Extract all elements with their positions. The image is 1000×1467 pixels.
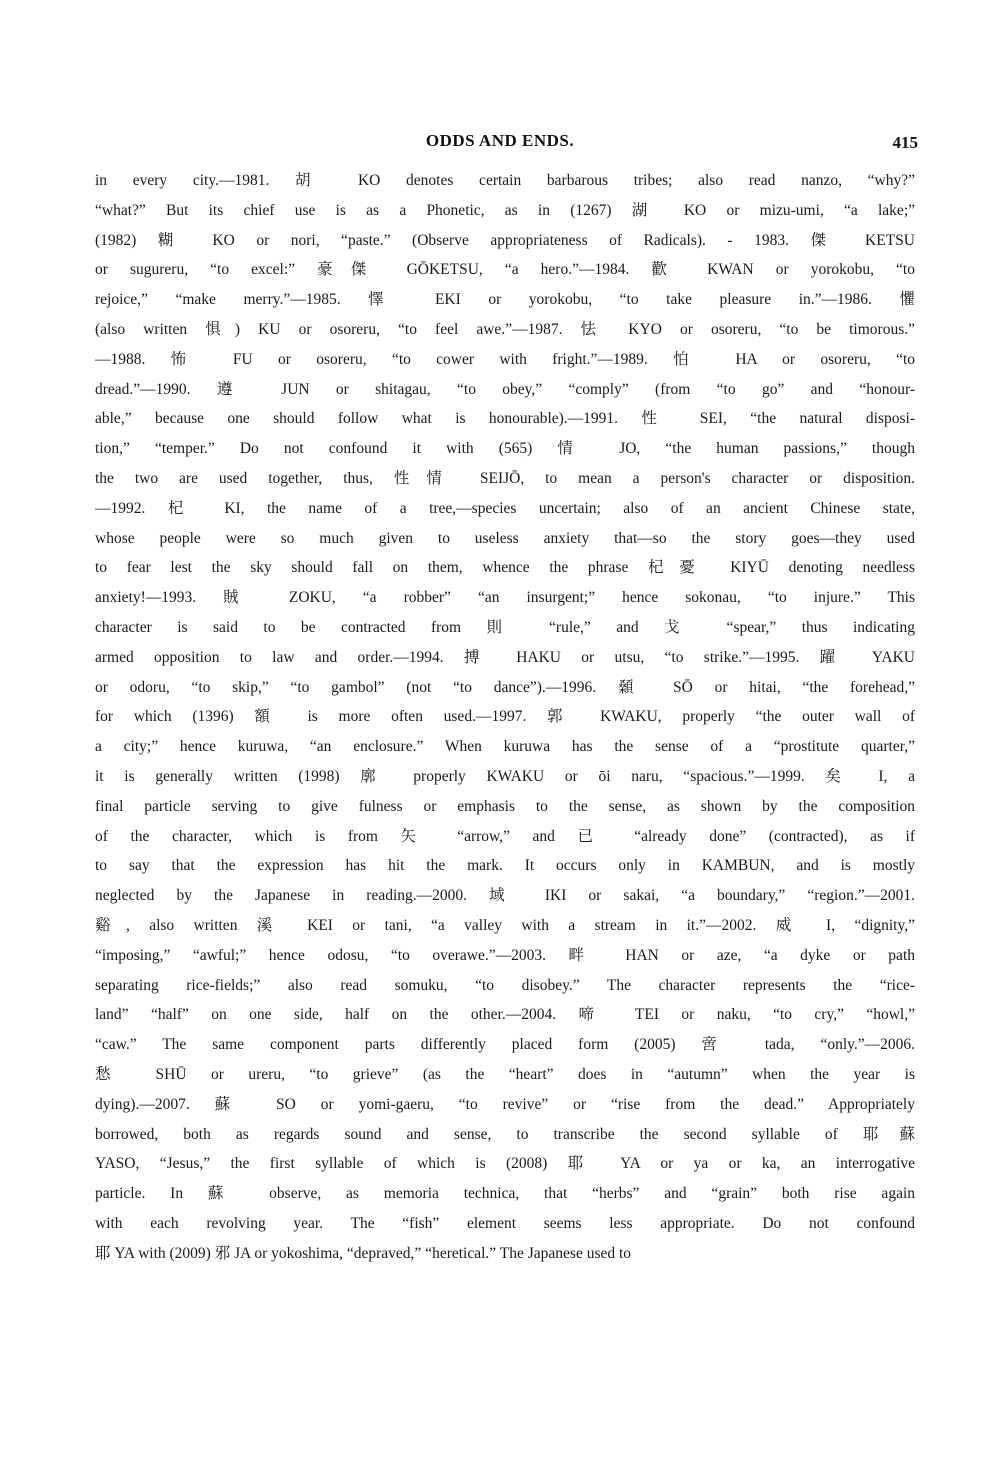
text-line: able,” because one should follow what is honourable).—1991. 性 SEI, “the natural disposi-	[95, 410, 915, 428]
text-line: —1988. 怖 FU or osoreru, “to cower with fright.”—1989. 怕 HA or osoreru, “to	[95, 350, 915, 368]
page-number: 415	[892, 133, 918, 152]
text-line: of the character, which is from 矢 “arrow,” and 已 “already done” (contracted), as if	[95, 827, 915, 845]
text-line: borrowed, both as regards sound and sense, to transcribe the second syllable of 耶蘇	[95, 1125, 915, 1143]
text-line: anxiety!—1993. 賊 ZOKU, “a robber” “an insurgent;” hence sokonau, “to injure.” This	[95, 589, 915, 607]
text-line: to say that the expression has hit the mark. It occurs only in KAMBUN, and is mostly	[95, 857, 915, 875]
text-line: armed opposition to law and order.—1994. 搏 HAKU or utsu, “to strike.”—1995. 躍 YAKU	[95, 648, 915, 666]
text-line: or sugureru, “to excel:” 豪傑 GŌKETSU, “a hero.”—1984. 歡 KWAN or yorokobu, “to	[95, 261, 915, 279]
text-line: land” “half” on one side, half on the other.—2004. 啼 TEI or naku, “to cry,” “howl,”	[95, 1006, 915, 1024]
text-line: dying).—2007. 蘇 SO or yomi-gaeru, “to revive” or “rise from the dead.” Appropriately	[95, 1095, 915, 1113]
text-line: whose people were so much given to useless anxiety that—so the story goes—they used	[95, 529, 915, 547]
body-text	[95, 166, 915, 1268]
text-line: it is generally written (1998) 廓 properly KWAKU or ōi naru, “spacious.”—1999. 矣 I, a	[95, 767, 915, 785]
text-line: with each revolving year. The “fish” element seems less appropriate. Do not confound	[95, 1214, 915, 1232]
text-line: “what?” But its chief use is as a Phonetic, as in (1267) 湖 KO or mizu-umi, “a lake;”	[95, 201, 915, 219]
text-line: YASO, “Jesus,” the first syllable of which is (2008) 耶 YA or ya or ka, an interrogative	[95, 1155, 915, 1173]
text-line: separating rice-fields;” also read somuku, “to disobey.” The character represents the “rice-	[95, 976, 915, 994]
text-line: rejoice,” “make merry.”—1985. 懌 EKI or yorokobu, “to take pleasure in.”—1986. 懼	[95, 291, 915, 309]
text-line: or odoru, “to skip,” “to gambol” (not “to dance”).—1996. 顙 SŌ or hitai, “the forehead,”	[95, 678, 915, 696]
text-line: neglected by the Japanese in reading.—2000. 域 IKI or sakai, “a boundary,” “region.”—2001.	[95, 887, 915, 905]
text-line: tion,” “temper.” Do not confound it with (565) 情 JO, “the human passions,” though	[95, 440, 915, 458]
text-line: “imposing,” “awful;” hence odosu, “to overawe.”—2003. 畔 HAN or aze, “a dyke or path	[95, 946, 915, 964]
text-line: “caw.” The same component parts differently placed form (2005) 啻 tada, “only.”—2006.	[95, 1036, 915, 1054]
text-line: (also written 惧) KU or osoreru, “to feel awe.”—1987. 怯 KYO or osoreru, “to be timorous.”	[95, 320, 915, 338]
text-line: 耶 YA with (2009) 邪 JA or yokoshima, “depraved,” “heretical.” The Japanese used to	[95, 1244, 632, 1262]
page-header	[0, 131, 1000, 157]
text-line: (1982) 糊 KO or nori, “paste.” (Observe appropriateness of Radicals). - 1983. 傑 KETSU	[95, 231, 915, 249]
text-line: 谿, also written 溪 KEI or tani, “a valley with a stream in it.”—2002. 威 I, “dignity,”	[95, 916, 915, 934]
text-line: for which (1396) 額 is more often used.—1997. 郭 KWAKU, properly “the outer wall of	[95, 708, 915, 726]
text-line: dread.”—1990. 遵 JUN or shitagau, “to obey,” “comply” (from “to go” and “honour-	[95, 380, 915, 398]
text-line: particle. In 蘇 observe, as memoria technica, that “herbs” and “grain” both rise again	[95, 1185, 915, 1203]
text-line: the two are used together, thus, 性情 SEIJŌ, to mean a person's character or disposition.	[95, 469, 915, 487]
running-title: ODDS AND ENDS.	[425, 131, 575, 150]
text-line: character is said to be contracted from 則 “rule,” and 戈 “spear,” thus indicating	[95, 618, 915, 636]
text-line: 愁 SHŪ or ureru, “to grieve” (as the “heart” does in “autumn” when the year is	[95, 1065, 915, 1083]
text-line: a city;” hence kuruwa, “an enclosure.” When kuruwa has the sense of a “prostitute quarter,”	[95, 738, 915, 756]
text-line: —1992. 杞 KI, the name of a tree,—species uncertain; also of an ancient Chinese state,	[95, 499, 915, 517]
text-line: in every city.—1981. 胡 KO denotes certain barbarous tribes; also read nanzo, “why?”	[95, 172, 915, 189]
text-line: final particle serving to give fulness or emphasis to the sense, as shown by the composition	[95, 797, 915, 815]
text-line: to fear lest the sky should fall on them, whence the phrase 杞憂 KIYŪ denoting needless	[95, 559, 915, 577]
